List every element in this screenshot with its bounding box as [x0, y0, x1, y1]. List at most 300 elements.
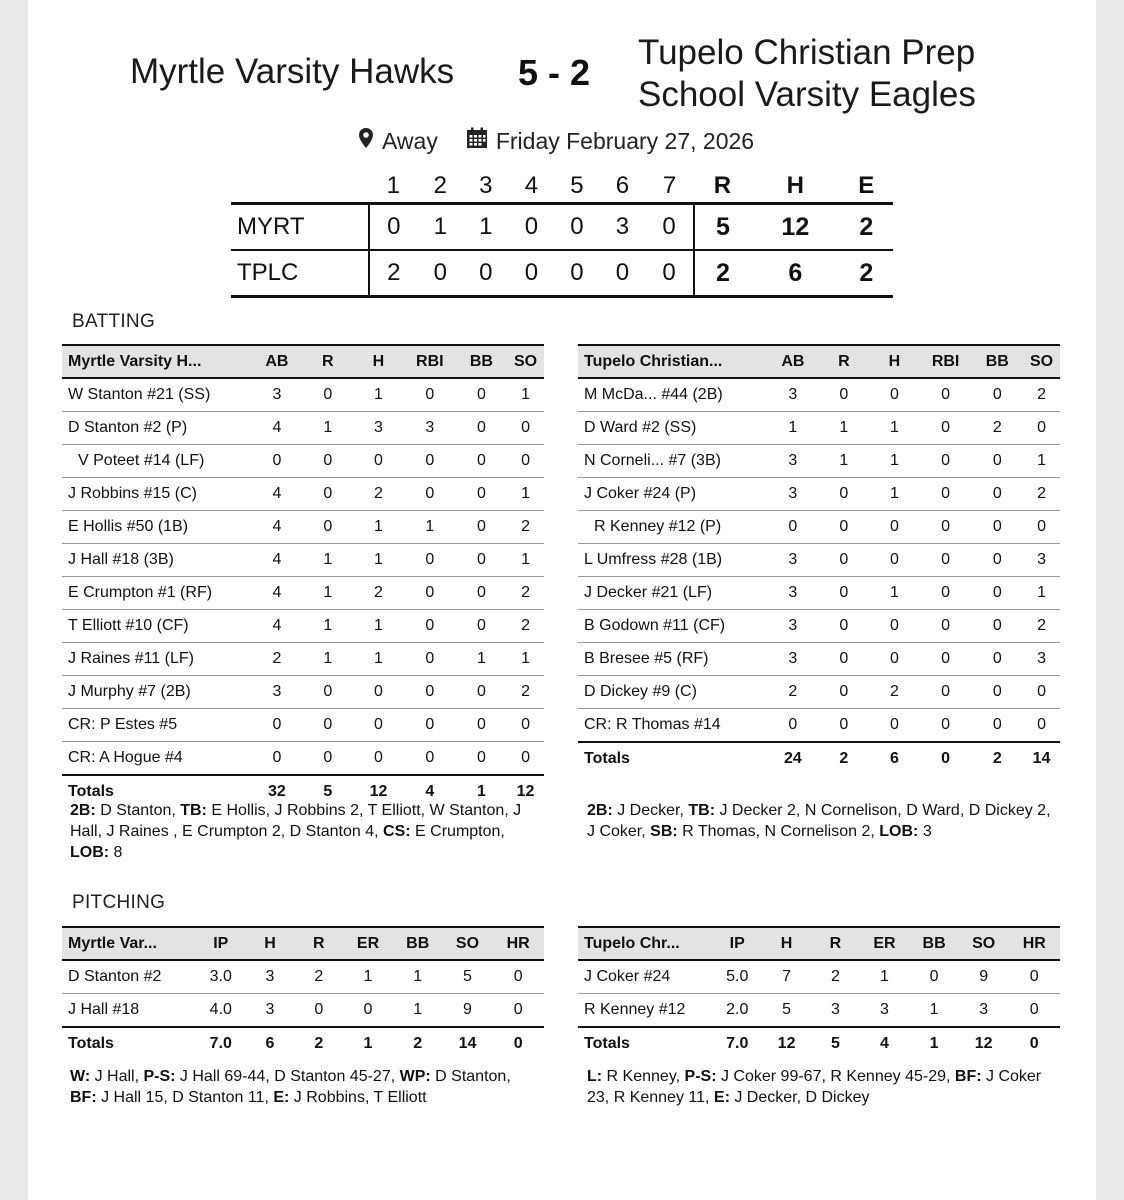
stat-value: 0	[404, 742, 456, 776]
linescore-team: TPLC	[231, 250, 369, 297]
stat-value: 1	[819, 445, 870, 478]
stat-value: 1	[303, 643, 353, 676]
note-label: P-S:	[143, 1068, 176, 1085]
stat-value: 0	[492, 994, 544, 1028]
stat-column-header: AB	[767, 345, 819, 378]
stat-column-header: H	[762, 927, 811, 960]
stat-value: 4	[251, 577, 302, 610]
stat-value: 0	[920, 445, 972, 478]
stat-column-header: IP	[712, 927, 762, 960]
stat-column-header: BB	[456, 345, 507, 378]
player-row	[62, 544, 544, 577]
stat-value: 0	[251, 709, 302, 742]
inning-header: 7	[662, 172, 677, 199]
totals-label: Totals	[578, 1027, 712, 1060]
player-row	[578, 676, 1060, 709]
player-name: R Kenney #12	[578, 994, 712, 1028]
stat-value: 1	[1023, 445, 1060, 478]
linescore-table	[231, 170, 893, 298]
stat-value: 2	[1023, 478, 1060, 511]
stat-column-header: SO	[507, 345, 544, 378]
stat-value: 2	[767, 676, 819, 709]
stat-column-header: R	[303, 345, 353, 378]
total-value: 6	[246, 1027, 295, 1060]
stat-value: 9	[959, 960, 1009, 994]
total-value: 1	[456, 775, 507, 808]
inning-score: 1	[418, 204, 464, 251]
stat-value: 2	[251, 643, 302, 676]
stat-value: 4	[251, 511, 302, 544]
stat-value: 1	[869, 445, 920, 478]
stat-value: 0	[972, 676, 1024, 709]
player-row	[578, 412, 1060, 445]
stat-value: 7	[762, 960, 811, 994]
player-name: J Raines #11 (LF)	[62, 643, 251, 676]
stat-value: 0	[507, 709, 544, 742]
total-value: 12	[959, 1027, 1009, 1060]
total-value: 14	[1023, 742, 1060, 775]
stat-value: 0	[303, 676, 353, 709]
stat-value: 1	[456, 643, 507, 676]
totals-label: Totals	[62, 775, 251, 808]
player-row	[62, 511, 544, 544]
player-row	[62, 412, 544, 445]
totals-row	[578, 1027, 1060, 1060]
inning-score: 0	[645, 250, 694, 297]
stat-value: 0	[767, 709, 819, 743]
player-name: V Poteet #14 (LF)	[62, 445, 251, 478]
player-row	[578, 511, 1060, 544]
player-row	[62, 445, 544, 478]
stat-value: 0	[456, 709, 507, 742]
stat-value: 2	[507, 511, 544, 544]
player-row	[578, 378, 1060, 412]
stat-value: 1	[393, 994, 443, 1028]
player-row	[578, 544, 1060, 577]
stat-value: 0	[819, 511, 870, 544]
player-name: E Hollis #50 (1B)	[62, 511, 251, 544]
inning-score: 0	[554, 204, 600, 251]
stat-value: 0	[920, 610, 972, 643]
game-meta	[358, 127, 754, 155]
inning-score: 1	[463, 204, 509, 251]
team-column-header: Tupelo Christian...	[578, 345, 767, 378]
player-row	[578, 577, 1060, 610]
note-value: J Coker 23, R Kenney 11,	[587, 1068, 1042, 1106]
inning-header: 3	[479, 172, 493, 199]
stat-value: 0	[920, 709, 972, 743]
team-column-header: Myrtle Varsity H...	[62, 345, 251, 378]
stat-value: 9	[443, 994, 493, 1028]
stat-value: 0	[972, 445, 1024, 478]
stat-value: 4	[251, 412, 302, 445]
stat-column-header: ER	[860, 927, 910, 960]
player-row	[578, 709, 1060, 743]
stat-value: 0	[819, 643, 870, 676]
stat-value: 2	[507, 577, 544, 610]
note-label: SB:	[650, 823, 678, 840]
stat-value: 0	[353, 676, 404, 709]
stat-value: 1	[869, 577, 920, 610]
total-hits: 6	[751, 250, 839, 297]
stat-column-header: H	[353, 345, 404, 378]
stat-value: 2	[811, 960, 860, 994]
note-label: E:	[273, 1089, 290, 1106]
player-name: J Decker #21 (LF)	[578, 577, 767, 610]
stat-value: 0	[507, 742, 544, 776]
stat-value: 0	[819, 478, 870, 511]
stat-value: 1	[869, 412, 920, 445]
stat-value: 0	[456, 577, 507, 610]
stat-value: 0	[819, 610, 870, 643]
inning-score: 0	[369, 204, 418, 251]
player-name: D Dickey #9 (C)	[578, 676, 767, 709]
stat-value: 0	[404, 643, 456, 676]
stat-value: 0	[1023, 709, 1060, 743]
stat-value: 0	[303, 378, 353, 412]
stat-value: 0	[920, 544, 972, 577]
stat-value: 1	[860, 960, 910, 994]
stat-value: 1	[1023, 577, 1060, 610]
stat-value: 0	[869, 511, 920, 544]
stat-value: 1	[507, 378, 544, 412]
linescore-row-home	[231, 250, 893, 297]
note-value: J Coker 99-67, R Kenney 45-29,	[716, 1068, 955, 1085]
stat-column-header: ER	[343, 927, 393, 960]
stat-value: 2	[869, 676, 920, 709]
total-value: 2	[294, 1027, 343, 1060]
stat-value: 0	[920, 511, 972, 544]
note-value: J Decker,	[612, 802, 689, 819]
stat-column-header: RBI	[404, 345, 456, 378]
total-value: 2	[819, 742, 870, 775]
runs-header: R	[713, 172, 732, 199]
note-value: 8	[109, 844, 123, 861]
stat-value: 1	[404, 511, 456, 544]
stat-value: 1	[393, 960, 443, 994]
stat-value: 2	[353, 577, 404, 610]
stat-column-header: R	[294, 927, 343, 960]
total-value: 1	[909, 1027, 959, 1060]
stat-value: 0	[353, 709, 404, 742]
note-value: J Hall 69-44, D Stanton 45-27,	[175, 1068, 400, 1085]
errors-header: E	[858, 172, 875, 199]
stat-value: 1	[353, 610, 404, 643]
note-value: E Crumpton,	[410, 823, 505, 840]
note-label: LOB:	[70, 844, 110, 861]
stat-value: 0	[303, 478, 353, 511]
stat-value: 0	[920, 412, 972, 445]
totals-label: Totals	[578, 742, 767, 775]
stat-value: 0	[972, 378, 1024, 412]
total-errors: 2	[840, 250, 893, 297]
total-value: 2	[393, 1027, 443, 1060]
note-label: P-S:	[684, 1068, 717, 1085]
stat-value: 2	[353, 478, 404, 511]
stat-value: 0	[294, 994, 343, 1028]
stat-value: 3	[1023, 544, 1060, 577]
stat-value: 0	[507, 445, 544, 478]
player-name: CR: R Thomas #14	[578, 709, 767, 743]
total-value: 1	[343, 1027, 393, 1060]
stat-column-header: HR	[492, 927, 544, 960]
stat-column-header: AB	[251, 345, 302, 378]
batting-notes-home	[587, 800, 1057, 842]
player-row	[62, 742, 544, 776]
stat-value: 0	[343, 994, 393, 1028]
player-row	[62, 709, 544, 742]
player-name: D Stanton #2 (P)	[62, 412, 251, 445]
player-name: J Murphy #7 (2B)	[62, 676, 251, 709]
stat-value: 0	[507, 412, 544, 445]
player-row	[578, 643, 1060, 676]
stat-value: 0	[251, 445, 302, 478]
stat-value: 3	[1023, 643, 1060, 676]
note-label: L:	[587, 1068, 603, 1085]
final-score: 5 - 2	[518, 52, 591, 93]
stat-value: 0	[819, 709, 870, 743]
game-location: Away	[382, 127, 438, 154]
stat-value: 1	[353, 544, 404, 577]
player-row	[62, 610, 544, 643]
stat-value: 0	[456, 511, 507, 544]
stat-value: 0	[456, 676, 507, 709]
note-label: 2B:	[587, 802, 613, 819]
stat-value: 0	[869, 610, 920, 643]
stat-value: 3	[246, 960, 295, 994]
stat-value: 3	[767, 577, 819, 610]
stat-column-header: HR	[1008, 927, 1060, 960]
pitching-table-home	[578, 926, 1060, 1060]
stat-value: 0	[869, 378, 920, 412]
total-value: 2	[972, 742, 1024, 775]
stat-value: 1	[353, 378, 404, 412]
stat-value: 3	[767, 610, 819, 643]
stat-column-header: IP	[196, 927, 246, 960]
hits-header: H	[786, 172, 804, 199]
home-team-name-line1: Tupelo Christian Prep	[638, 33, 976, 72]
stat-value: 0	[303, 445, 353, 478]
player-name: R Kenney #12 (P)	[578, 511, 767, 544]
player-row	[62, 577, 544, 610]
totals-row	[62, 1027, 544, 1060]
player-name: J Robbins #15 (C)	[62, 478, 251, 511]
inning-score: 0	[600, 250, 646, 297]
player-name: D Ward #2 (SS)	[578, 412, 767, 445]
stat-value: 0	[456, 412, 507, 445]
note-label: TB:	[180, 802, 207, 819]
total-value: 7.0	[196, 1027, 246, 1060]
stat-value: 3	[404, 412, 456, 445]
note-value: J Hall,	[90, 1068, 144, 1085]
note-label: W:	[70, 1068, 91, 1085]
stats-header-row	[62, 927, 544, 960]
stat-value: 0	[353, 445, 404, 478]
total-value: 7.0	[712, 1027, 762, 1060]
stat-value: 2	[294, 960, 343, 994]
player-row	[62, 643, 544, 676]
stat-value: 0	[404, 378, 456, 412]
player-name: J Coker #24 (P)	[578, 478, 767, 511]
stat-value: 3	[251, 676, 302, 709]
stat-value: 0	[972, 643, 1024, 676]
team-column-header: Myrtle Var...	[62, 927, 196, 960]
totals-label: Totals	[62, 1027, 196, 1060]
inning-header: 1	[386, 172, 400, 199]
stats-header-row	[578, 345, 1060, 378]
inning-score: 0	[554, 250, 600, 297]
inning-score: 3	[600, 204, 646, 251]
stat-value: 0	[869, 709, 920, 743]
stat-value: 0	[303, 511, 353, 544]
stat-value: 0	[972, 511, 1024, 544]
stat-value: 5.0	[712, 960, 762, 994]
stat-value: 3	[860, 994, 910, 1028]
stat-value: 0	[404, 445, 456, 478]
stat-value: 2	[972, 412, 1024, 445]
inning-header: 2	[433, 172, 447, 199]
player-name: L Umfress #28 (1B)	[578, 544, 767, 577]
note-label: WP:	[399, 1068, 431, 1085]
total-value: 4	[860, 1027, 910, 1060]
note-value: J Hall 15, D Stanton 11,	[96, 1089, 274, 1106]
pitching-section-title: PITCHING	[72, 892, 166, 913]
stat-value: 3	[353, 412, 404, 445]
inning-score: 0	[645, 204, 694, 251]
total-value: 0	[920, 742, 972, 775]
inning-header: 6	[615, 172, 630, 199]
player-name: J Coker #24	[578, 960, 712, 994]
stat-value: 0	[1023, 676, 1060, 709]
player-row	[62, 378, 544, 412]
total-value: 12	[353, 775, 404, 808]
stat-value: 1	[303, 610, 353, 643]
player-name: J Hall #18	[62, 994, 196, 1028]
stat-value: 0	[353, 742, 404, 776]
stat-value: 0	[869, 544, 920, 577]
stat-column-header: SO	[443, 927, 493, 960]
stat-value: 0	[456, 478, 507, 511]
stat-value: 0	[920, 676, 972, 709]
total-value: 4	[404, 775, 456, 808]
stat-value: 0	[972, 478, 1024, 511]
note-value: D Stanton,	[95, 802, 181, 819]
note-label: 2B:	[70, 802, 96, 819]
stat-value: 3.0	[196, 960, 246, 994]
player-row	[62, 676, 544, 709]
stat-column-header: SO	[1023, 345, 1060, 378]
player-row	[578, 960, 1060, 994]
stat-value: 1	[869, 478, 920, 511]
total-value: 32	[251, 775, 302, 808]
batting-table-home	[578, 344, 1060, 775]
stat-value: 1	[909, 994, 959, 1028]
stat-value: 0	[972, 544, 1024, 577]
stat-value: 3	[246, 994, 295, 1028]
calendar-icon	[466, 127, 488, 155]
batting-notes-away	[70, 800, 540, 863]
stat-value: 1	[303, 412, 353, 445]
stat-value: 1	[507, 643, 544, 676]
stat-value: 2.0	[712, 994, 762, 1028]
inning-score: 0	[509, 250, 555, 297]
pitching-notes-away	[70, 1066, 540, 1108]
team-column-header: Tupelo Chr...	[578, 927, 712, 960]
stat-value: 0	[456, 378, 507, 412]
player-name: J Hall #18 (3B)	[62, 544, 251, 577]
total-runs: 2	[694, 250, 751, 297]
stat-value: 1	[507, 478, 544, 511]
stat-value: 3	[767, 478, 819, 511]
player-row	[578, 610, 1060, 643]
player-name: B Godown #11 (CF)	[578, 610, 767, 643]
stat-value: 2	[1023, 610, 1060, 643]
inning-score: 0	[463, 250, 509, 297]
stat-value: 1	[303, 544, 353, 577]
linescore-row-away	[231, 204, 893, 251]
stat-value: 1	[507, 544, 544, 577]
note-label: LOB:	[879, 823, 919, 840]
player-row	[578, 994, 1060, 1028]
player-name: N Corneli... #7 (3B)	[578, 445, 767, 478]
stat-value: 0	[456, 742, 507, 776]
linescore-team: MYRT	[231, 204, 369, 251]
inning-score: 0	[509, 204, 555, 251]
stat-value: 0	[819, 676, 870, 709]
map-pin-icon	[358, 127, 374, 155]
stat-column-header: H	[246, 927, 295, 960]
total-value: 0	[1008, 1027, 1060, 1060]
stat-value: 4	[251, 478, 302, 511]
stat-value: 0	[1008, 994, 1060, 1028]
stat-value: 0	[1023, 511, 1060, 544]
stat-value: 0	[404, 577, 456, 610]
stat-value: 0	[767, 511, 819, 544]
note-value: D Stanton,	[430, 1068, 511, 1085]
note-value: R Thomas, N Cornelison 2,	[677, 823, 880, 840]
stat-value: 0	[1023, 412, 1060, 445]
stat-value: 4	[251, 610, 302, 643]
stat-value: 0	[492, 960, 544, 994]
total-value: 6	[869, 742, 920, 775]
linescore-corner	[231, 170, 369, 204]
total-hits: 12	[751, 204, 839, 251]
stat-value: 0	[1008, 960, 1060, 994]
player-name: E Crumpton #1 (RF)	[62, 577, 251, 610]
stat-value: 5	[762, 994, 811, 1028]
player-name: W Stanton #21 (SS)	[62, 378, 251, 412]
stat-value: 2	[1023, 378, 1060, 412]
stat-value: 0	[819, 577, 870, 610]
player-name: M McDa... #44 (2B)	[578, 378, 767, 412]
stat-value: 0	[920, 478, 972, 511]
player-row	[62, 994, 544, 1028]
home-team-name	[638, 32, 976, 116]
stat-value: 3	[251, 378, 302, 412]
note-label: TB:	[688, 802, 716, 819]
stat-value: 4.0	[196, 994, 246, 1028]
note-value: R Kenney,	[602, 1068, 685, 1085]
stat-column-header: BB	[972, 345, 1024, 378]
stat-value: 0	[972, 610, 1024, 643]
stat-value: 0	[404, 610, 456, 643]
stat-value: 3	[767, 544, 819, 577]
total-value: 0	[492, 1027, 544, 1060]
pitching-notes-home	[587, 1066, 1067, 1108]
stat-value: 0	[909, 960, 959, 994]
stat-value: 0	[869, 643, 920, 676]
stat-value: 4	[251, 544, 302, 577]
